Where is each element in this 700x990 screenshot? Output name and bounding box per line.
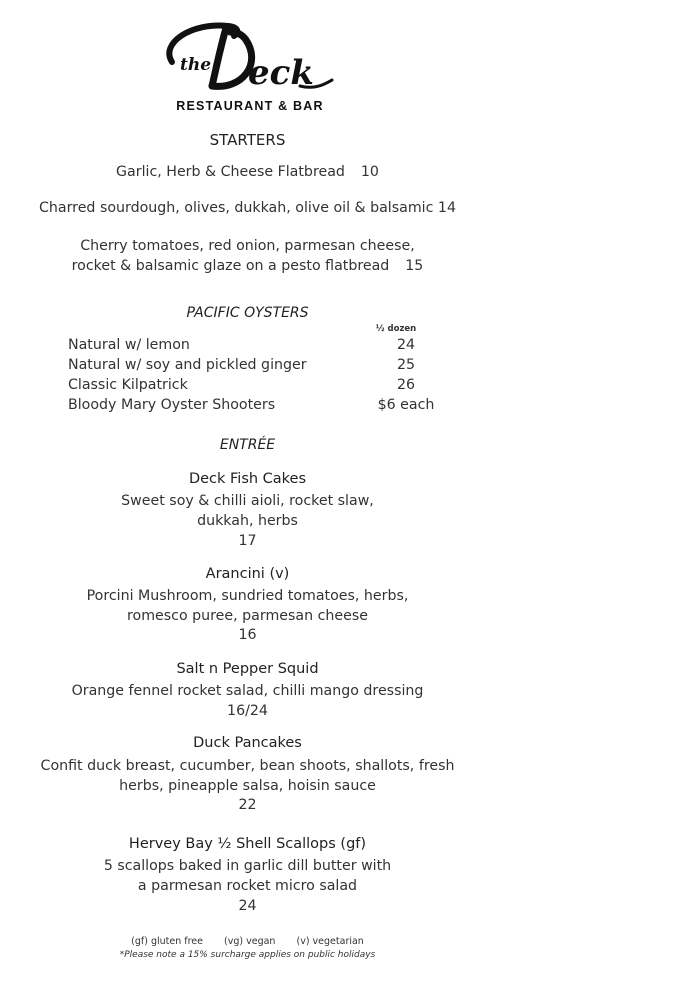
dish-price: 22 xyxy=(238,797,257,813)
dish-price: 16/24 xyxy=(227,703,268,719)
starter-price: 10 xyxy=(360,164,379,180)
starter-text: rocket & balsamic glaze on a pesto flatbread xyxy=(71,258,390,274)
oyster-name: Classic Kilpatrick xyxy=(68,377,188,393)
dish-description: Confit duck breast, cucumber, bean shoots, shallots, fresh xyxy=(40,758,455,774)
surcharge-note: *Please note a 15% surcharge applies on public holidays xyxy=(119,950,376,960)
logo-the: the xyxy=(180,55,212,75)
dish-price: 24 xyxy=(238,898,257,914)
oyster-row xyxy=(68,337,448,357)
dish-name: Salt n Pepper Squid xyxy=(176,661,319,677)
oyster-price: 24 xyxy=(396,337,416,353)
starter-price: 15 xyxy=(405,258,424,274)
dish-description: Porcini Mushroom, sundried tomatoes, herbs, xyxy=(86,588,409,604)
entree-heading: ENTRÉE xyxy=(219,437,276,453)
dish-name: Deck Fish Cakes xyxy=(188,471,307,487)
starter-text: Garlic, Herb & Cheese Flatbread xyxy=(116,164,345,180)
oyster-price: 26 xyxy=(396,377,416,393)
dish-description: Sweet soy & chilli aioli, rocket slaw, xyxy=(121,493,374,509)
oyster-price: $6 each xyxy=(377,397,435,413)
starter-item xyxy=(0,256,495,276)
oysters-heading: PACIFIC OYSTERS xyxy=(186,305,309,321)
dietary-legend xyxy=(0,936,495,947)
dish-description: dukkah, herbs xyxy=(197,513,298,529)
starter-item xyxy=(0,198,495,218)
oyster-price: 25 xyxy=(396,357,416,373)
logo-subtitle: RESTAURANT & BAR xyxy=(176,99,324,113)
dish-name: Arancini (v) xyxy=(205,566,290,582)
dish-description: herbs, pineapple salsa, hoisin sauce xyxy=(119,778,376,794)
dish-name: Duck Pancakes xyxy=(193,735,302,751)
logo-name-tail: eck xyxy=(248,53,314,93)
dish-price: 16 xyxy=(238,627,257,643)
oyster-row xyxy=(68,397,448,417)
starter-item-line1: Cherry tomatoes, red onion, parmesan cheese, xyxy=(80,238,415,254)
dish-description: romesco puree, parmesan cheese xyxy=(127,608,368,624)
oyster-name: Natural w/ lemon xyxy=(68,337,190,353)
legend-vegan: (vg) vegan xyxy=(224,936,276,947)
legend-gluten-free: (gf) gluten free xyxy=(131,936,203,947)
starter-text: Charred sourdough, olives, dukkah, olive oil & balsamic xyxy=(39,200,434,216)
dish-description: a parmesan rocket micro salad xyxy=(137,878,358,894)
oyster-name: Natural w/ soy and pickled ginger xyxy=(68,357,307,373)
dish-name: Hervey Bay ½ Shell Scallops (gf) xyxy=(128,836,367,852)
starters-heading: STARTERS xyxy=(209,131,286,149)
oysters-column-header: ½ dozen xyxy=(375,324,417,334)
starter-item xyxy=(0,162,495,182)
oyster-row xyxy=(68,357,448,377)
oyster-row xyxy=(68,377,448,397)
oyster-name: Bloody Mary Oyster Shooters xyxy=(68,397,276,413)
dish-description: 5 scallops baked in garlic dill butter with xyxy=(103,858,392,874)
starter-price: 14 xyxy=(437,200,456,216)
dish-price: 17 xyxy=(238,533,257,549)
dish-description: Orange fennel rocket salad, chilli mango dressing xyxy=(71,683,424,699)
legend-vegetarian: (v) vegetarian xyxy=(296,936,364,947)
